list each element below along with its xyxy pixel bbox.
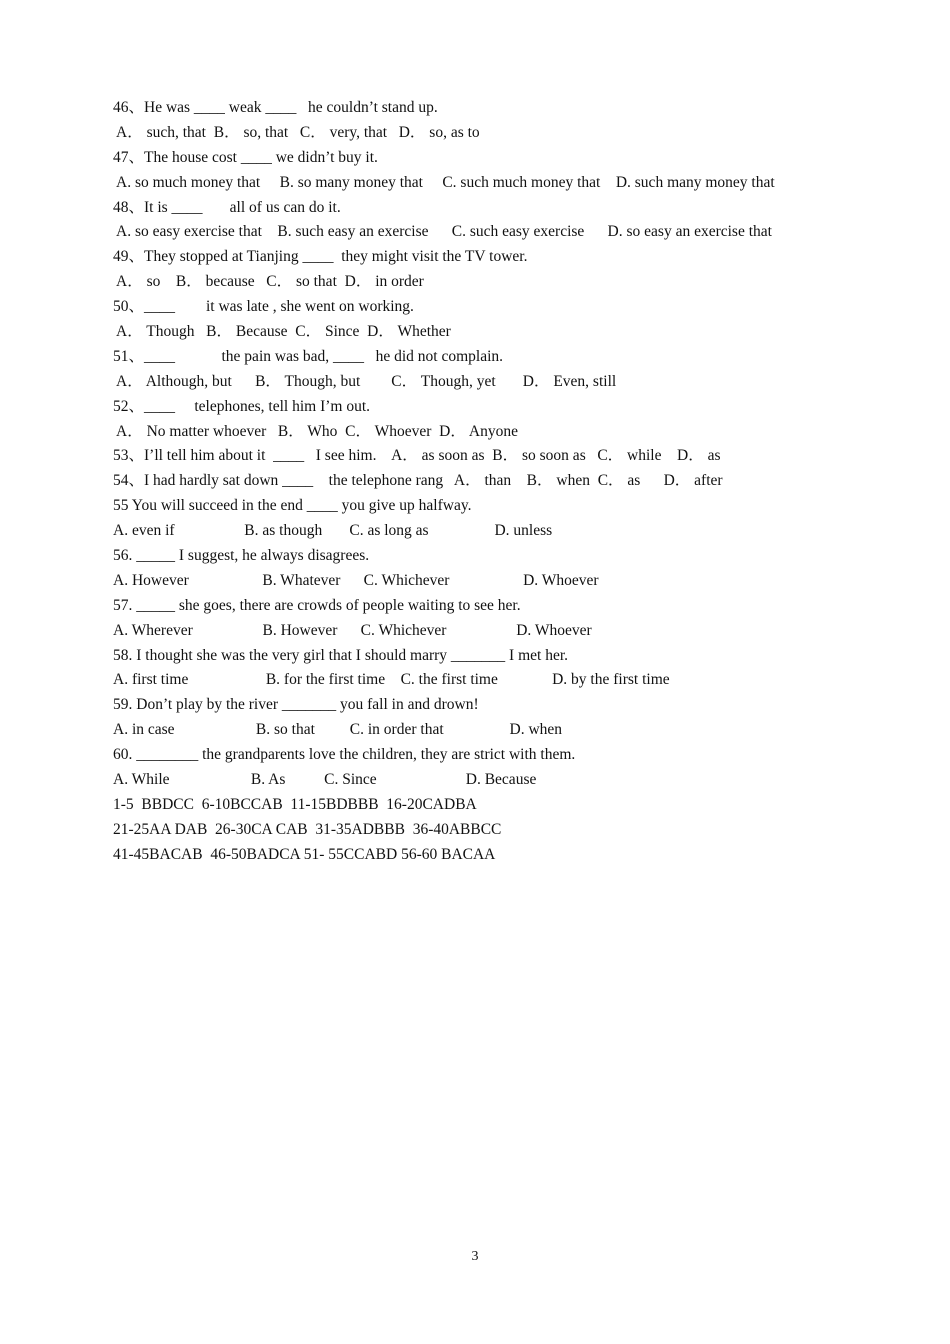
options-58: A. first time B. for the first time C. the first time D. by the first time: [113, 671, 670, 689]
question-56: 56. _____ I suggest, he always disagrees.: [113, 547, 370, 565]
answer-key-line-3: 41-45BACAB 46-50BADCA 51- 55CCABD 56-60 BACAA: [113, 845, 496, 863]
question-54: 54、I had hardly sat down ____ the telephone rang A． than B． when C． as D． after: [113, 472, 723, 490]
question-57: 57. _____ she goes, there are crowds of people waiting to see her.: [113, 596, 521, 614]
options-56: A. However B. Whatever C. Whichever D. Whoever: [113, 571, 599, 589]
question-46: 46、He was ____ weak ____ he couldn’t stand up.: [113, 99, 438, 116]
options-48: A. so easy exercise that B. such easy an exercise C. such easy exercise D. so easy an exercise that: [113, 223, 772, 241]
options-55: A. even if B. as though C. as long as D. unless: [113, 522, 553, 540]
answer-key-line-2: 21-25AA DAB 26-30CA CAB 31-35ADBBB 36-40ABBCC: [113, 820, 502, 838]
options-60: A. While B. As C. Since D. Because: [113, 771, 537, 789]
options-50: A． Though B． Because C． Since D． Whether: [113, 323, 451, 341]
question-50: 50、____ it was late , she went on working.: [113, 298, 414, 316]
options-59: A. in case B. so that C. in order that D. when: [113, 721, 563, 739]
options-49: A． so B． because C． so that D． in order: [113, 273, 424, 291]
answer-key-line-1: 1-5 BBDCC 6-10BCCAB 11-15BDBBB 16-20CADBA: [113, 795, 477, 813]
page-number: 3: [471, 1249, 479, 1264]
options-47: A. so much money that B. so many money that C. such much money that D. such many money that: [113, 173, 775, 191]
question-51: 51、____ the pain was bad, ____ he did not complain.: [113, 347, 504, 365]
options-46: A． such, that B． so, that C． very, that D． so, as to: [113, 123, 480, 141]
question-list: [113, 96, 853, 868]
question-55: 55 You will succeed in the end ____ you give up halfway.: [113, 497, 472, 515]
question-53: 53、I’ll tell him about it ____ I see him. A． as soon as B． so soon as C． while D． as: [113, 447, 721, 465]
question-49: 49、They stopped at Tianjing ____ they might visit the TV tower.: [113, 248, 528, 266]
question-60: 60. ________ the grandparents love the children, they are strict with them.: [113, 746, 576, 764]
question-52: 52、____ telephones, tell him I’m out.: [113, 397, 371, 415]
question-59: 59. Don’t play by the river _______ you fall in and drown!: [113, 696, 479, 714]
question-47: 47、The house cost ____ we didn’t buy it.: [113, 148, 378, 166]
question-48: 48、It is ____ all of us can do it.: [113, 198, 341, 216]
options-51: A． Although, but B． Though, but C． Though, yet D． Even, still: [113, 372, 617, 390]
options-57: A. Wherever B. However C. Whichever D. Whoever: [113, 621, 592, 639]
options-52: A． No matter whoever B． Who C． Whoever D． Anyone: [113, 422, 518, 440]
question-58: 58. I thought she was the very girl that I should marry _______ I met her.: [113, 646, 569, 664]
